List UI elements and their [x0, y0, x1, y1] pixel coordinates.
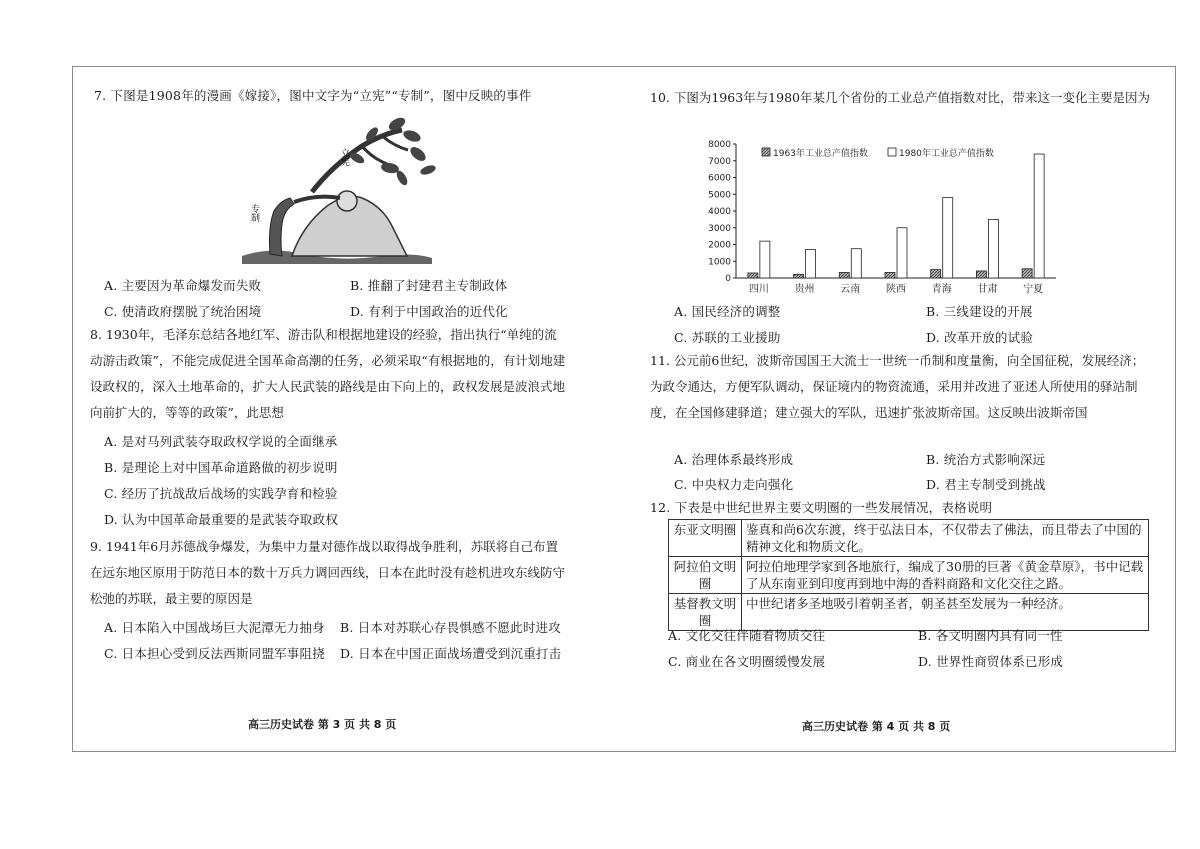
q8-option-b[interactable]: B. 是理论上对中国革命道路做的初步说明 — [104, 460, 338, 475]
q12-option-c[interactable]: C. 商业在各文明圈缓慢发展 — [668, 654, 826, 669]
footer-page-3: 高三历史试卷 第 3 页 共 8 页 — [248, 718, 397, 731]
q9-option-d[interactable]: D. 日本在中国正面战场遭受到沉重打击 — [340, 646, 562, 661]
q8-stem: 8. 1930年，毛泽东总结各地红军、游击队和根据地建设的经验，指出执行“单纯的流动游击政策”，不能完成促进全国革命高潮的任务，必须采取“有根据地的，有计划地建设政权的，深入土地革命的，扩大人民武装的路线是由下向上的，政权发展是波浪式地向前扩大的，等等的政策”，此思想 — [90, 327, 566, 420]
q8-option-d[interactable]: D. 认为中国革命最重要的是武装夺取政权 — [104, 512, 339, 527]
q10-option-d[interactable]: D. 改革开放的试验 — [926, 330, 1034, 345]
civilization-table — [668, 519, 1149, 631]
table-row — [669, 557, 1149, 594]
bar-1963 — [1022, 269, 1032, 278]
y-tick-label: 1000 — [708, 257, 731, 268]
y-tick-label: 4000 — [708, 207, 731, 217]
chart-bars — [748, 154, 1044, 278]
x-tick-label: 四川 — [748, 284, 769, 295]
table-cell-name: 东亚文明圈 — [669, 520, 742, 557]
y-tick-label: 7000 — [708, 156, 731, 167]
legend-label-1963: 1963年工业总产值指数 — [773, 149, 868, 159]
y-tick-label: 5000 — [708, 190, 731, 201]
bar-1980 — [943, 198, 953, 278]
y-tick-label: 2000 — [708, 240, 731, 251]
legend-swatch-1963 — [762, 148, 770, 156]
y-tick-label: 3000 — [708, 223, 731, 234]
legend-label-1980: 1980年工业总产值指数 — [899, 149, 994, 159]
bar-1963 — [931, 270, 941, 278]
bar-1980 — [1034, 154, 1044, 278]
bar-1963 — [748, 273, 758, 278]
x-tick-label: 云南 — [840, 284, 861, 295]
grafting-cartoon — [232, 106, 442, 264]
bar-1980 — [806, 250, 816, 278]
table-cell-desc: 鉴真和尚6次东渡，终于弘法日本，不仅带去了佛法，而且带去了中国的精神文化和物质文化。 — [742, 520, 1149, 557]
q7-option-b[interactable]: B. 推翻了封建君主专制政体 — [350, 278, 508, 293]
table-cell-desc: 中世纪诸多圣地吸引着朝圣者，朝圣甚至发展为一种经济。 — [742, 594, 1149, 631]
q11-option-a[interactable]: A. 治理体系最终形成 — [674, 452, 794, 467]
bar-1980 — [851, 249, 861, 278]
x-tick-label: 贵州 — [794, 284, 815, 295]
q10-option-c[interactable]: C. 苏联的工业援助 — [674, 330, 781, 345]
bar-1963 — [794, 274, 804, 278]
y-tick-label: 6000 — [708, 173, 731, 184]
q8-option-a[interactable]: A. 是对马列武装夺取政权学说的全面继承 — [104, 434, 338, 449]
x-tick-label: 甘肃 — [977, 284, 998, 295]
chart-legend — [762, 147, 994, 159]
q12-option-a[interactable]: A. 文化交往伴随着物质交往 — [668, 628, 826, 643]
q12-stem: 12. 下表是中世纪世界主要文明圈的一些发展情况，表格说明 — [650, 500, 993, 515]
bar-1980 — [988, 219, 998, 278]
bar-1980 — [760, 241, 770, 278]
legend-swatch-1980 — [888, 148, 896, 156]
q9-option-a[interactable]: A. 日本陷入中国战场巨大泥潭无力抽身 — [104, 620, 325, 635]
q10-option-b[interactable]: B. 三线建设的开展 — [926, 304, 1033, 319]
table-cell-name: 阿拉伯文明圈 — [669, 557, 742, 594]
q9-stem: 9. 1941年6月苏德战争爆发，为集中力量对德作战以取得战争胜利，苏联将自己布置在远东地区原用于防范日本的数十万兵力调回西线，日本在此时没有趁机进攻东线防守松弛的苏联，最主要的原因是 — [90, 539, 566, 606]
q12-option-b[interactable]: B. 各文明圈内具有同一性 — [918, 628, 1063, 643]
table-cell-name: 基督教文明圈 — [669, 594, 742, 631]
q7-option-d[interactable]: D. 有利于中国政治的近代化 — [350, 304, 508, 319]
cartoon-label-top: 立宪 — [339, 148, 349, 166]
bar-1963 — [839, 272, 849, 278]
y-tick-label: 0 — [725, 274, 731, 284]
x-tick-label: 宁夏 — [1023, 284, 1044, 295]
q10-option-a[interactable]: A. 国民经济的调整 — [674, 304, 781, 319]
q9-option-b[interactable]: B. 日本对苏联心存畏惧感不愿此时进攻 — [340, 620, 561, 635]
q11-option-d[interactable]: D. 君主专制受到挑战 — [926, 477, 1046, 492]
q8-option-c[interactable]: C. 经历了抗战敌后战场的实践孕育和检验 — [104, 486, 338, 501]
x-tick-label: 陕西 — [886, 284, 906, 295]
q11-stem: 11. 公元前6世纪，波斯帝国国王大流士一世统一币制和度量衡，向全国征税，发展经济；为政令通达，方便军队调动，保证境内的物资流通，采用并改进了亚述人所使用的驿站制度，在全国修建驿道；建立强大的军队，迅速扩张波斯帝国。这反映出波斯帝国 — [650, 353, 1145, 420]
table-cell-desc: 阿拉伯地理学家到各地旅行，编成了30册的巨著《黄金草原》，书中记载了从东南亚到印度再到地中海的香料商路和文化交往之路。 — [742, 557, 1149, 594]
bar-1963 — [885, 272, 895, 278]
cartoon-label-bottom: 专制 — [249, 204, 259, 222]
industry-index-chart — [700, 136, 1060, 300]
q12-option-d[interactable]: D. 世界性商贸体系已形成 — [918, 654, 1064, 669]
q7-stem: 7. 下图是1908年的漫画《嫁接》，图中文字为“立宪”“专制”，图中反映的事件 — [94, 88, 532, 103]
table-row — [669, 520, 1149, 557]
table-row — [669, 594, 1149, 631]
bar-1980 — [897, 228, 907, 278]
q10-stem: 10. 下图为1963年与1980年某几个省份的工业总产值指数对比，带来这一变化主要是因为 — [650, 90, 1150, 105]
q11-option-b[interactable]: B. 统治方式影响深远 — [926, 452, 1046, 467]
bar-1963 — [976, 271, 986, 278]
q9-option-c[interactable]: C. 日本担心受到反法西斯同盟军事阻挠 — [104, 646, 325, 661]
footer-page-4: 高三历史试卷 第 4 页 共 8 页 — [802, 720, 951, 733]
q11-option-c[interactable]: C. 中央权力走向强化 — [674, 477, 794, 492]
x-tick-label: 青海 — [931, 284, 952, 295]
q7-option-a[interactable]: A. 主要因为革命爆发而失败 — [104, 278, 262, 293]
y-tick-label: 8000 — [708, 140, 731, 150]
q7-option-c[interactable]: C. 使清政府摆脱了统治困境 — [104, 304, 262, 319]
